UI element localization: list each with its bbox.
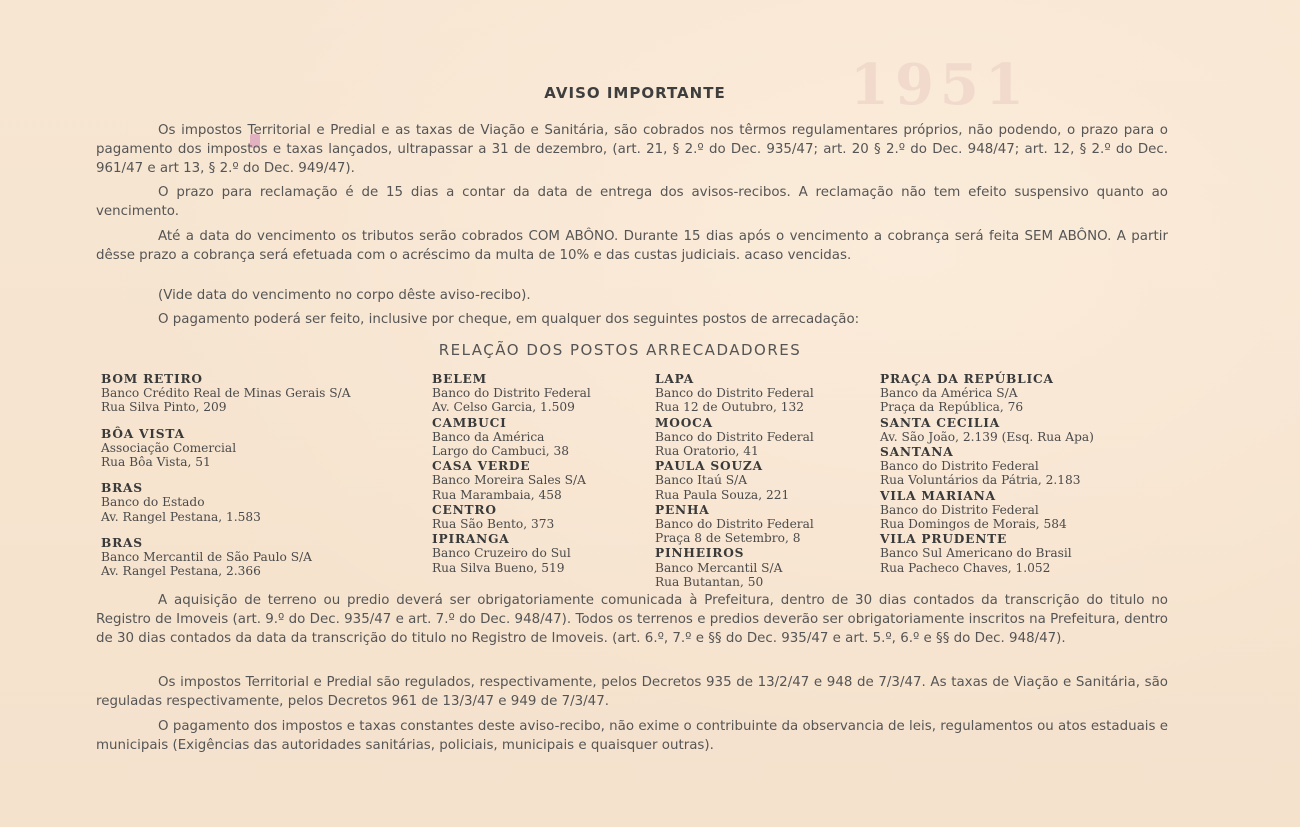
postos-column-2	[432, 372, 591, 575]
posto-entry	[101, 427, 351, 470]
paragraph-8: O pagamento dos impostos e taxas constantes deste aviso-recibo, não exime o contribuinte da observancia de leis, regulamentos ou atos estaduais e municipais (Exigências das autoridades sanitárias, policiais, municipais e quaisquer outras).	[96, 719, 1168, 753]
posto-entry	[880, 532, 1094, 575]
posto-name: BELEM	[432, 372, 487, 386]
posto-bank: Banco Mercantil S/A	[655, 560, 783, 575]
posto-entry	[655, 416, 814, 459]
posto-name: CASA VERDE	[432, 459, 531, 474]
posto-name: BRAS	[101, 481, 143, 496]
posto-entry	[101, 481, 351, 524]
posto-bank: Banco do Distrito Federal	[655, 517, 814, 532]
posto-name: SANTANA	[880, 445, 954, 460]
posto-address: Praça da República, 76	[880, 400, 1024, 415]
posto-address: Rua Silva Bueno, 519	[432, 560, 565, 575]
posto-bank: Banco do Distrito Federal	[655, 386, 814, 401]
posto-entry	[655, 503, 814, 546]
posto-entry	[432, 532, 591, 575]
posto-bank: Banco Moreira Sales S/A	[432, 473, 586, 488]
paragraph-1: Os impostos Territorial e Predial e as taxas de Viação e Sanitária, são cobrados nos têrmos regulamentares próprios, não podendo, o prazo para o pagamento dos impostos e taxas lançados, ultrapassar a 31 de dezembro, (art. 21, § 2.º do Dec. 935/47; art. 20 § 2.º do Dec. 948/47; art. 12, § 2.º do Dec. 961/47 e art 13, § 2.º do Dec. 949/47).	[96, 123, 1168, 176]
posto-address: Rua Marambaia, 458	[432, 487, 562, 502]
posto-name: BRAS	[101, 535, 143, 550]
posto-address: Av. Rangel Pestana, 1.583	[101, 509, 261, 524]
posto-name: VILA PRUDENTE	[880, 532, 1008, 547]
posto-bank: Banco da América	[432, 429, 545, 444]
posto-entry	[655, 546, 814, 589]
posto-address: Av. Celso Garcia, 1.509	[432, 400, 575, 415]
posto-name: VILA MARIANA	[880, 488, 996, 503]
faint-background-stamp: 1951	[850, 52, 1030, 118]
posto-address: Praça 8 de Setembro, 8	[655, 531, 801, 546]
posto-name: MOOCA	[655, 415, 713, 430]
posto-address: Rua São Bento, 373	[432, 517, 555, 532]
posto-address: Rua 12 de Outubro, 132	[655, 400, 804, 415]
posto-name: PINHEIROS	[655, 546, 745, 561]
posto-bank: Banco Sul Americano do Brasil	[880, 546, 1072, 561]
posto-address: Rua Silva Pinto, 209	[101, 400, 227, 415]
postos-column-4	[880, 372, 1094, 575]
posto-bank: Banco do Distrito Federal	[432, 386, 591, 401]
notice-title: AVISO IMPORTANTE	[544, 84, 726, 102]
posto-address: Rua Domingos de Morais, 584	[880, 517, 1067, 532]
posto-name: CAMBUCI	[432, 415, 507, 430]
posto-bank: Banco Mercantil de São Paulo S/A	[101, 550, 312, 565]
posto-address: Av. Rangel Pestana, 2.366	[101, 564, 261, 579]
posto-bank: Associação Comercial	[101, 440, 237, 455]
posto-bank: Banco Itaú S/A	[655, 473, 748, 488]
posto-name: PENHA	[655, 502, 710, 517]
posto-bank: Banco do Estado	[101, 495, 205, 510]
posto-bank: Banco Crédito Real de Minas Gerais S/A	[101, 386, 351, 401]
posto-address: Rua Paula Souza, 221	[655, 487, 790, 502]
posto-address: Rua Butantan, 50	[655, 574, 764, 589]
posto-entry	[432, 503, 591, 531]
posto-address: Av. São João, 2.139 (Esq. Rua Apa)	[880, 429, 1094, 444]
posto-name: IPIRANGA	[432, 532, 510, 547]
posto-bank: Banco do Distrito Federal	[655, 429, 814, 444]
posto-name: BÔA VISTA	[101, 426, 185, 441]
posto-name: BOM RETIRO	[101, 372, 203, 386]
posto-entry	[880, 416, 1094, 444]
posto-entry	[655, 372, 814, 415]
posto-entry	[101, 536, 351, 579]
posto-name: SANTA CECILIA	[880, 415, 1001, 430]
posto-bank: Banco da América S/A	[880, 386, 1018, 401]
posto-name: LAPA	[655, 372, 694, 386]
posto-address: Largo do Cambuci, 38	[432, 444, 569, 459]
posto-entry	[432, 459, 591, 502]
posto-entry	[880, 445, 1094, 488]
postos-column-1	[101, 372, 351, 578]
posto-name: PAULA SOUZA	[655, 459, 763, 474]
posto-entry	[101, 372, 351, 415]
posto-address: Rua Voluntários da Pátria, 2.183	[880, 473, 1081, 488]
posto-entry	[880, 372, 1094, 415]
paragraph-7: Os impostos Territorial e Predial são regulados, respectivamente, pelos Decretos 935 de 13/2/47 e 948 de 7/3/47. As taxas de Viação e Sanitária, são reguladas respectivamente, pelos Decretos 961 de 13/3/47 e 949 de 7/3/47.	[96, 675, 1168, 709]
posto-entry	[432, 416, 591, 459]
posto-name: PRAÇA DA REPÚBLICA	[880, 372, 1054, 386]
posto-entry	[655, 459, 814, 502]
postos-column-3	[655, 372, 814, 589]
posto-address: Rua Pacheco Chaves, 1.052	[880, 560, 1051, 575]
paragraph-3: Até a data do vencimento os tributos serão cobrados COM ABÔNO. Durante 15 dias após o vencimento a cobrança será feita SEM ABÔNO. A partir dêsse prazo a cobrança será efetuada com o acréscimo da multa de 10% e das custas judiciais. acaso vencidas.	[96, 229, 1168, 263]
posto-bank: Banco Cruzeiro do Sul	[432, 546, 571, 561]
paragraph-5: O pagamento poderá ser feito, inclusive por cheque, em qualquer dos seguintes postos de arrecadação:	[158, 312, 860, 327]
posto-bank: Banco do Distrito Federal	[880, 502, 1039, 517]
posto-address: Rua Oratorio, 41	[655, 444, 759, 459]
posto-entry	[880, 489, 1094, 532]
posto-address: Rua Bôa Vista, 51	[101, 455, 211, 470]
section-title: RELAÇÃO DOS POSTOS ARRECADADORES	[438, 341, 802, 359]
paragraph-4: (Vide data do vencimento no corpo dêste aviso-recibo).	[158, 288, 531, 303]
posto-entry	[432, 372, 591, 415]
posto-bank: Banco do Distrito Federal	[880, 459, 1039, 474]
paragraph-6: A aquisição de terreno ou predio deverá ser obrigatoriamente comunicada à Prefeitura, dentro de 30 dias contados da transcrição do titulo no Registro de Imoveis (art. 9.º do Dec. 935/47 e art. 7.º do Dec. 948/47). Todos os terrenos e predios deverão ser obrigatoriamente inscritos na Prefeitura, dentro de 30 dias contados da data da transcrição do titulo no Registro de Imoveis. (art. 6.º, 7.º e §§ do Dec. 935/47 e art. 5.º, 6.º e §§ do Dec. 948/47).	[96, 593, 1168, 646]
paragraph-2: O prazo para reclamação é de 15 dias a contar da data de entrega dos avisos-recibos. A reclamação não tem efeito suspensivo quanto ao vencimento.	[96, 185, 1168, 219]
posto-name: CENTRO	[432, 502, 497, 517]
